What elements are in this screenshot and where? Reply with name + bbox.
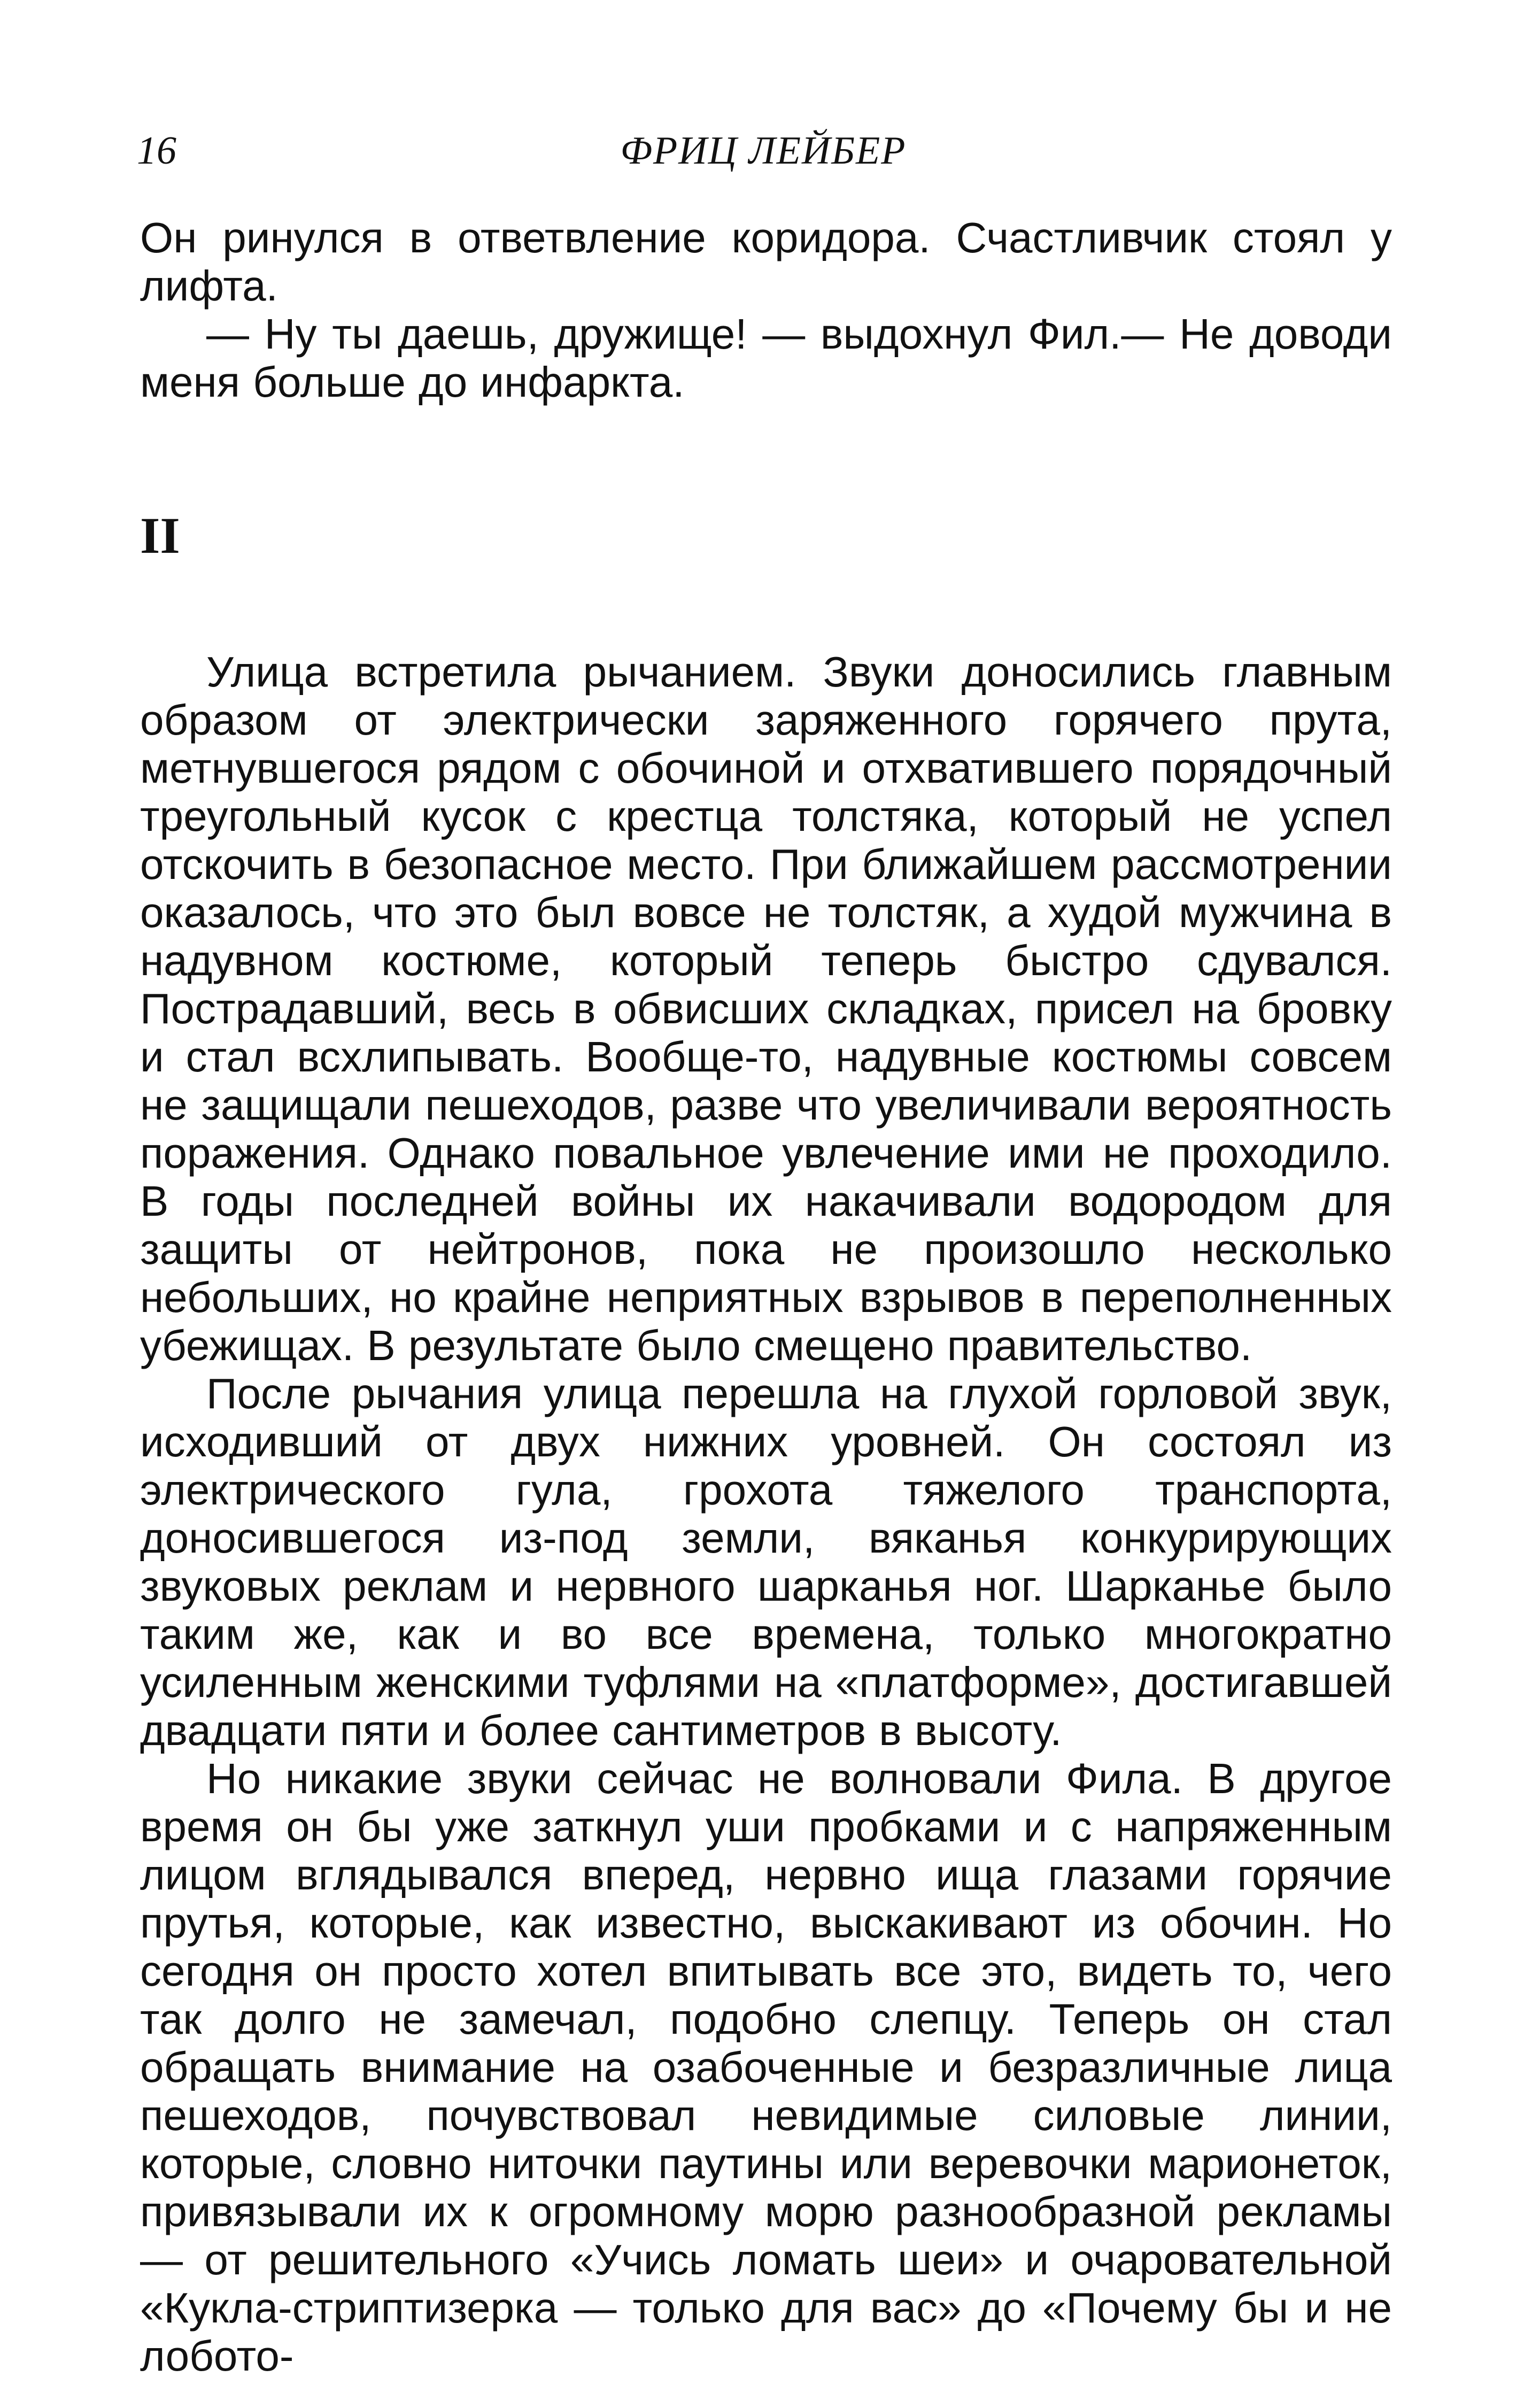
body-text <box>140 214 1392 2380</box>
paragraph-5: Но никакие звуки сейчас не волновали Фила. В другое время он бы уже заткнул уши пробками и с напряженным лицом вглядывался вперед, нервно ища глазами горячие прутья, которые, как известно, выскакивают из обочин. Но сегодня он просто хотел впитывать все это, видеть то, чего так долго не замечал, подобно слепцу. Теперь он стал обращать внимание на озабоченные и безразличные лица пешеходов, почувствовал невидимые силовые линии, которые, словно ниточки паутины или веревочки марионеток, привязывали их к огромному морю разнообразной рекламы — от решительного «Учись ломать шеи» и очаровательной «Кукла-стриптизерка — только для вас» до «Почему бы и не лобото- <box>140 1755 1392 2380</box>
page-number: 16 <box>137 129 176 173</box>
paragraph-2: — Ну ты даешь, дружище! — выдохнул Фил.— Не доводи меня больше до инфаркта. <box>140 310 1392 406</box>
paragraph-3: Улица встретила рычанием. Звуки доносились главным образом от электрически заряженного горячего прута, метнувшегося рядом с обочиной и отхватившего порядочный треугольный кусок с крестца толстяка, который не успел отскочить в безопасное место. При ближайшем рассмотрении оказалось, что это был вовсе не толстяк, а худой мужчина в надувном костюме, который теперь быстро сдувался. Пострадавший, весь в обвисших складках, присел на бровку и стал всхлипывать. Вообще-то, надувные костюмы совсем не защищали пешеходов, разве что увеличивали вероятность поражения. Однако повальное увлечение ими не проходило. В годы последней войны их накачивали водородом для защиты от нейтронов, пока не произошло несколько небольших, но крайне неприятных взрывов в переполненных убежищах. В результате было смещено правительство. <box>140 648 1392 1369</box>
paragraph-4: После рычания улица перешла на глухой горловой звук, исходивший от двух нижних уровней. Он состоял из электрического гула, грохота тяжелого транспорта, доносившегося из-под земли, вяканья конкурирующих звуковых реклам и нервного шарканья ног. Шарканье было таким же, как и во все времена, только многократно усиленным женскими туфлями на «платформе», достигавшей двадцати пяти и более сантиметров в высоту. <box>140 1370 1392 1754</box>
chapter-heading: II <box>140 507 180 564</box>
page-header <box>137 124 1390 177</box>
running-head-author: ФРИЦ ЛЕЙБЕР <box>620 129 907 173</box>
paragraph-1: Он ринулся в ответвление коридора. Счастливчик стоял у лифта. <box>140 214 1392 310</box>
